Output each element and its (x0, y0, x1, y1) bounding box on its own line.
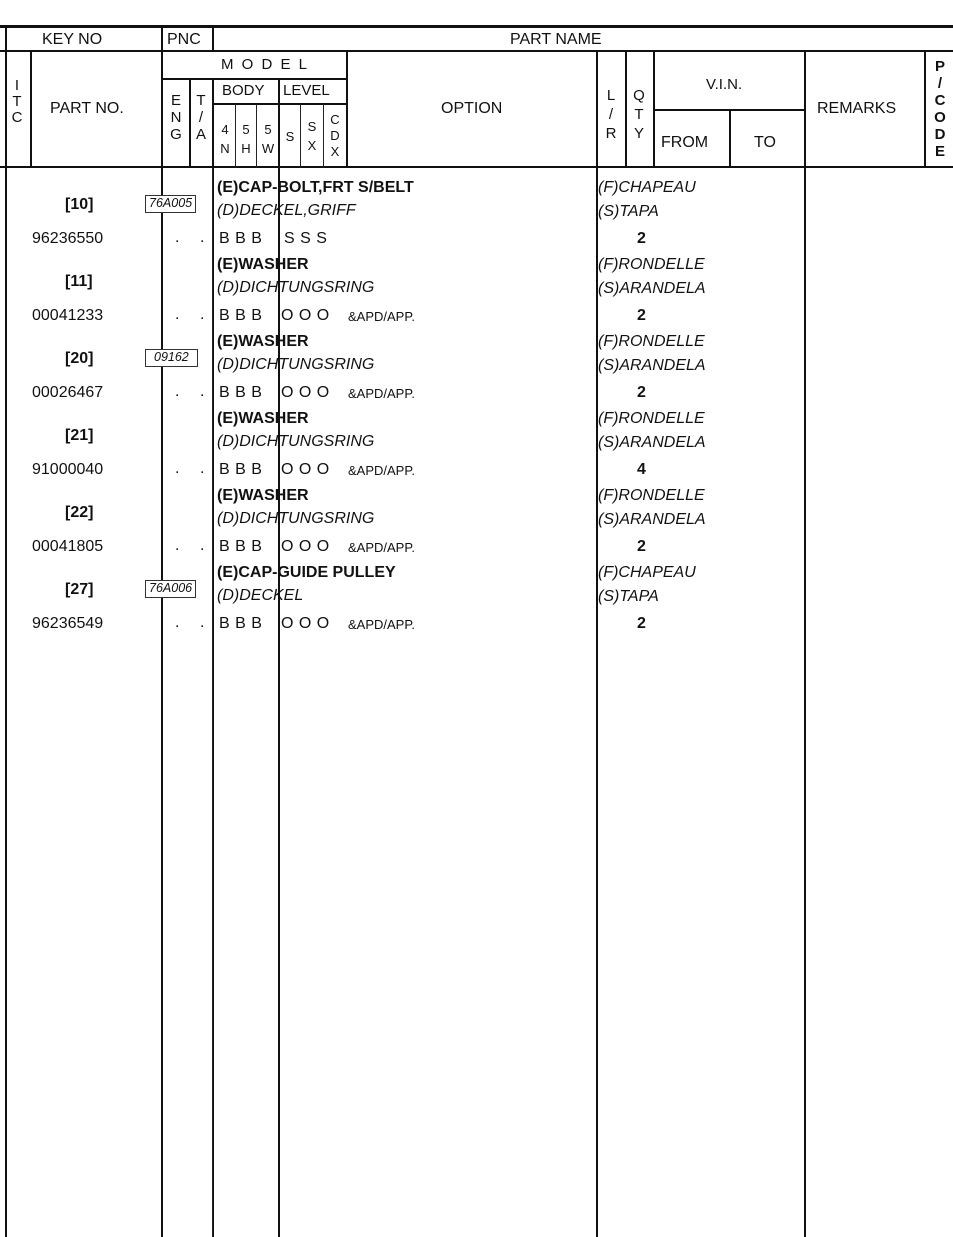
option-value: &APD/APP. (348, 463, 415, 478)
key-no: [22] (65, 504, 94, 521)
level-header: LEVEL (283, 82, 330, 99)
part-name-english: (E)CAP-GUIDE PULLEY (217, 564, 396, 581)
col-option-sep (346, 52, 348, 168)
pcode-header: P / C O D E (934, 58, 946, 160)
col-eng-sep (189, 80, 191, 168)
lr-header: L / R (605, 87, 617, 142)
body-values: B B B (219, 538, 262, 555)
part-name-french: (F)CHAPEAU (598, 564, 696, 581)
body-values: B B B (219, 384, 262, 401)
level-values: O O O (281, 384, 330, 401)
pnc-code: 76A005 (145, 195, 196, 213)
ta-value: . (200, 229, 205, 246)
part-name-german: (D)DICHTUNGSRING (217, 433, 375, 450)
body-col-5w: 5 W (261, 122, 275, 156)
part-number: 96236549 (32, 615, 104, 632)
part-name-french: (F)RONDELLE (598, 487, 705, 504)
part-name-french: (F)RONDELLE (598, 410, 705, 427)
body-col-5h: 5 H (241, 122, 251, 156)
model-line (163, 78, 347, 80)
eng-value: . (175, 460, 180, 477)
level-col-sx: S X (307, 119, 317, 153)
option-value: &APD/APP. (348, 309, 415, 324)
eng-value: . (175, 229, 180, 246)
col-eng-body-dotted (212, 168, 213, 1237)
part-name-header: PART NAME (510, 31, 602, 48)
left-border (5, 25, 7, 1237)
body-col2-sep (256, 104, 257, 168)
qty-value: 2 (637, 384, 646, 401)
eng-value: . (175, 537, 180, 554)
model-header: M O D E L (221, 56, 310, 73)
itc-header: I T C (11, 77, 23, 126)
header-mid-line (163, 50, 953, 52)
body-values: B B B (219, 307, 262, 324)
key-no: [27] (65, 581, 94, 598)
pnc-header: PNC (167, 31, 201, 48)
part-name-german: (D)DICHTUNGSRING (217, 510, 375, 527)
col-qty-sep (625, 52, 627, 168)
eng-header: E N G (170, 92, 182, 143)
part-name-english: (E)WASHER (217, 487, 309, 504)
body-values: B B B (219, 461, 262, 478)
part-name-english: (E)WASHER (217, 256, 309, 273)
part-number: 00026467 (32, 384, 104, 401)
part-name-spanish: (S)ARANDELA (598, 511, 706, 528)
vin-header: V.I.N. (706, 76, 743, 93)
level-col-cdx: C D X (330, 112, 340, 159)
col-itc-sep (30, 50, 32, 168)
eng-value: . (175, 383, 180, 400)
key-no: [10] (65, 196, 94, 213)
ta-value: . (200, 383, 205, 400)
qty-value: 2 (637, 538, 646, 555)
eng-value: . (175, 614, 180, 631)
part-name-french: (F)RONDELLE (598, 256, 705, 273)
level-values: O O O (281, 538, 330, 555)
key-no: [21] (65, 427, 94, 444)
body-line (214, 103, 347, 105)
part-name-spanish: (S)TAPA (598, 588, 659, 605)
qty-value: 2 (637, 230, 646, 247)
top-border (0, 25, 953, 28)
level-values: O O O (281, 307, 330, 324)
part-name-german: (D)DECKEL (217, 587, 304, 604)
key-no-header: KEY NO (42, 31, 103, 48)
body-level-sep (278, 80, 280, 1237)
part-name-spanish: (S)ARANDELA (598, 280, 706, 297)
option-value: &APD/APP. (348, 617, 415, 632)
option-value: &APD/APP. (348, 540, 415, 555)
part-name-spanish: (S)TAPA (598, 203, 659, 220)
level-values: S S S (284, 230, 327, 247)
option-header: OPTION (441, 100, 503, 117)
level-col2-sep (323, 104, 324, 168)
key-no: [11] (65, 273, 93, 290)
eng-value: . (175, 306, 180, 323)
col-remarks-sep (804, 52, 806, 1237)
pnc-code: 09162 (145, 349, 198, 367)
part-name-french: (F)RONDELLE (598, 333, 705, 350)
part-no-header: PART NO. (50, 100, 124, 117)
part-number: 00041805 (32, 538, 104, 555)
part-name-german: (D)DECKEL,GRIFF (217, 202, 356, 219)
part-number: 91000040 (32, 461, 104, 478)
qty-value: 2 (637, 307, 646, 324)
part-name-german: (D)DICHTUNGSRING (217, 279, 375, 296)
header-keyno-line (0, 50, 163, 52)
level-col-s: S (285, 129, 295, 144)
part-name-spanish: (S)ARANDELA (598, 357, 706, 374)
option-value: &APD/APP. (348, 386, 415, 401)
part-number: 96236550 (32, 230, 104, 247)
level-values: O O O (281, 461, 330, 478)
remarks-header: REMARKS (817, 100, 897, 117)
body-header: BODY (222, 82, 265, 99)
col-pcode-sep (924, 52, 926, 168)
ta-value: . (200, 614, 205, 631)
pnc-code: 76A006 (145, 580, 196, 598)
part-number: 00041233 (32, 307, 104, 324)
part-name-english: (E)CAP-BOLT,FRT S/BELT (217, 179, 414, 196)
vin-from-header: FROM (661, 134, 709, 151)
key-no: [20] (65, 350, 94, 367)
header-bottom-line (0, 166, 953, 168)
col-lr-sep (596, 52, 598, 1237)
ta-header: T / A (195, 92, 206, 143)
part-name-english: (E)WASHER (217, 410, 309, 427)
body-values: B B B (219, 615, 262, 632)
vin-to-header: TO (754, 134, 776, 151)
part-name-spanish: (S)ARANDELA (598, 434, 706, 451)
ta-value: . (200, 460, 205, 477)
level-col1-sep (300, 104, 301, 168)
qty-value: 2 (637, 615, 646, 632)
ta-value: . (200, 537, 205, 554)
level-values: O O O (281, 615, 330, 632)
col-from-to-sep (729, 110, 731, 168)
body-col1-sep (235, 104, 236, 168)
ta-value: . (200, 306, 205, 323)
body-values: B B B (219, 230, 262, 247)
qty-header: Q T Y (633, 87, 645, 142)
part-name-german: (D)DICHTUNGSRING (217, 356, 375, 373)
part-name-english: (E)WASHER (217, 333, 309, 350)
part-name-french: (F)CHAPEAU (598, 179, 696, 196)
col-pnc-sep (212, 25, 214, 52)
qty-value: 4 (637, 461, 646, 478)
body-col-4n: 4 N (220, 122, 230, 156)
